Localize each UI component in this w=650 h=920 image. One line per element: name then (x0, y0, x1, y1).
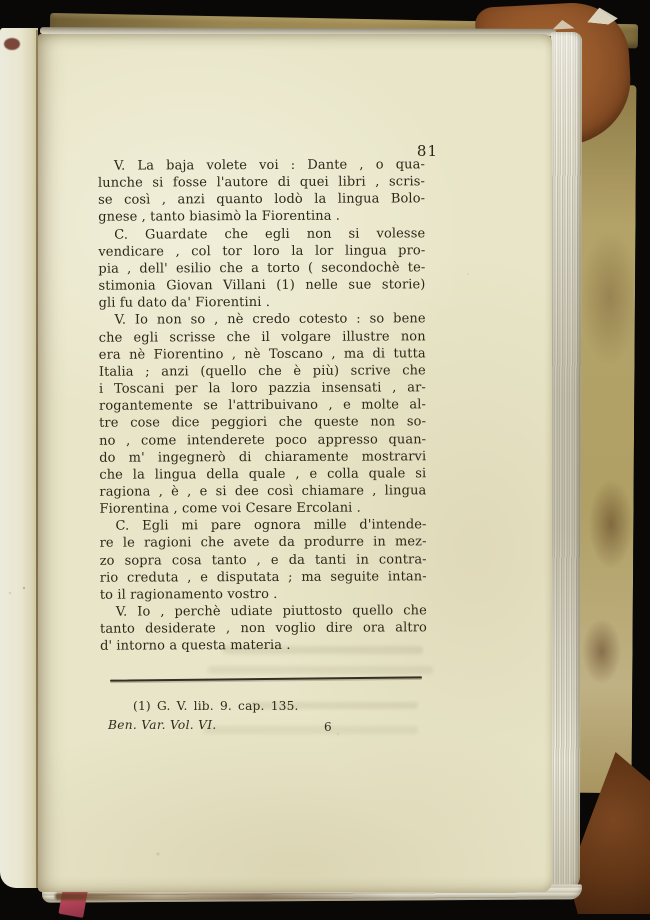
text-line: V. Io non so , nè credo cotesto : so bene (114, 311, 426, 329)
text-line: che la lingua della quale , e colla quale si (99, 466, 427, 483)
text-line: rogantemente se l'attribuivano , e molte al- (98, 397, 427, 414)
text-line: ragiona , è , e si dee così chiamare , lingua (99, 483, 427, 500)
red-stain (4, 38, 20, 50)
text-line: pia , dell' esilio che a torto ( secondochè te- (98, 260, 426, 277)
book-page (38, 34, 552, 892)
text-line: era nè Fiorentino , nè Toscano , ma di tutta (98, 346, 426, 363)
ink-bleed-through (203, 726, 418, 734)
page-stack-edge-right (549, 32, 582, 892)
text-line: rio creduta , e disputata ; ma seguite intan- (99, 569, 427, 586)
text-line: tanto desiderate , non voglio dire ora altro (99, 620, 428, 637)
text-line: V. Io , perchè udiate piuttosto quello che (115, 603, 427, 620)
text-line: do m' ingegnerò di chiaramente mostrarvi (99, 448, 427, 466)
bottom-edge-stain (55, 893, 395, 900)
footnote-text: (1) G. V. lib. 9. cap. 135. (133, 699, 299, 713)
text-line: no , come intenderete poco appresso quan- (99, 431, 427, 449)
text-line: d' intorno a questa materia . (100, 638, 291, 655)
text-line: re le ragioni che avete da produrre in mez- (99, 534, 427, 552)
text-line: gli fu dato da' Fiorentini . (98, 295, 270, 311)
gathering-mark: 6 (324, 720, 332, 734)
text-line: vendicare , col tor loro la lor lingua pro- (98, 243, 426, 260)
book-cover-right-edge (576, 85, 637, 793)
ink-bleed-through (208, 666, 433, 674)
page-number: 81 (416, 142, 438, 160)
text-line: tre cose dice peggiori che queste non so- (99, 414, 427, 432)
text-line: Fiorentina , come voi Cesare Ercolani . (99, 500, 361, 517)
text-line: C. Guardate che egli non si volesse (114, 225, 426, 243)
text-line: Italia ; anzi (quello che è più) scrive che (98, 363, 426, 380)
text-line: zo sopra cosa tanto , e da tanti in contra- (99, 551, 427, 569)
footnote-separator-rule (110, 676, 422, 681)
text-block (98, 156, 427, 655)
text-line: lunche si fosse l'autore di quei libri , scris- (97, 174, 426, 191)
text-line: stimonia Giovan Villani (1) nelle sue storie) (98, 277, 426, 294)
volume-signature: Ben. Var. Vol. VI. (108, 718, 217, 732)
text-line: i Toscani per la loro pazzia insensati , ar- (98, 380, 426, 397)
text-line: V. La baja volete voi : Dante , o qua- (113, 157, 425, 174)
facing-page-sliver (0, 28, 38, 888)
text-line: to il ragionamento vostro . (99, 586, 278, 603)
text-line: C. Egli mi pare ognora mille d'intende- (115, 517, 427, 534)
text-line: gnese , tanto biasimò la Fiorentina . (98, 209, 341, 226)
text-line: che egli scrisse che il volgare illustre non (98, 328, 426, 346)
book-gutter-fold (36, 30, 38, 888)
text-line: se così , anzi quanto lodò la lingua Bolo- (98, 191, 426, 209)
